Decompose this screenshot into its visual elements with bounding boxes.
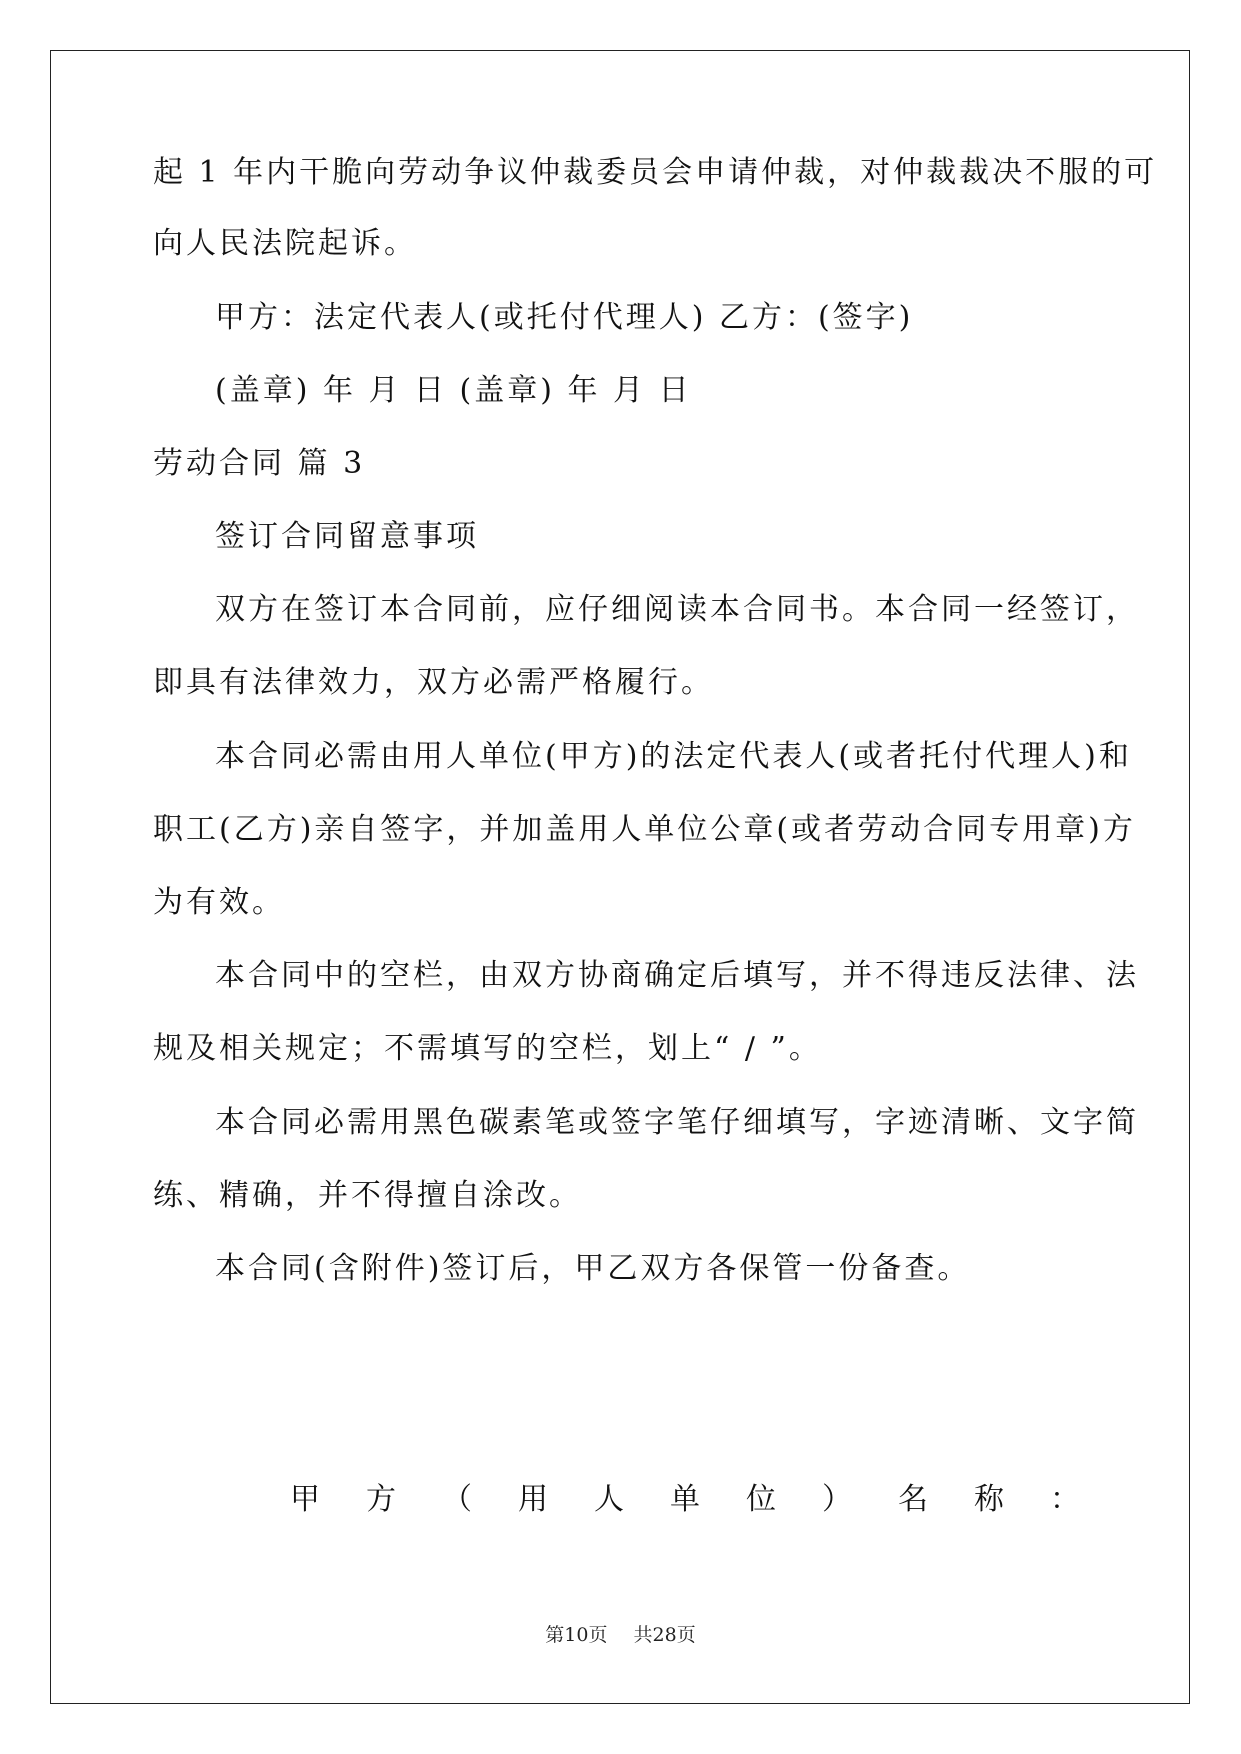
subheading: 签订合同留意事项 — [215, 519, 479, 554]
paragraph-line: 双方在签订本合同前，应仔细阅读本合同书。本合同一经签订， — [215, 592, 1139, 627]
spread-char: 位 — [746, 1482, 776, 1517]
page-footer — [0, 1620, 1241, 1647]
spread-char: ） — [822, 1482, 852, 1517]
section-heading: 劳动合同 篇 3 — [153, 446, 366, 481]
paragraph-line: 为有效。 — [153, 885, 285, 920]
paragraph-line: 练、精确，并不得擅自涂改。 — [153, 1178, 582, 1213]
spread-char: 甲 — [290, 1482, 320, 1517]
paragraph-line: 本合同必需用黑色碳素笔或签字笔仔细填写，字迹清晰、文字简 — [215, 1105, 1139, 1140]
paragraph-line: 本合同必需由用人单位(甲方)的法定代表人(或者托付代理人)和 — [215, 739, 1132, 774]
paragraph-line: 本合同(含附件)签订后，甲乙双方各保管一份备查。 — [215, 1251, 971, 1286]
paragraph-line: 向人民法院起诉。 — [153, 226, 417, 261]
spread-char: 单 — [670, 1482, 700, 1517]
spread-char: 人 — [594, 1482, 624, 1517]
party-a-name-line — [290, 1480, 1080, 1520]
paragraph-line: 规及相关规定；不需填写的空栏，划上“ / ”。 — [153, 1031, 822, 1066]
page-number: 第10页 — [545, 1624, 608, 1646]
page-total: 共28页 — [633, 1624, 696, 1646]
spread-char: （ — [442, 1482, 472, 1517]
signature-line: 甲方：法定代表人(或托付代理人) 乙方：(签字) — [215, 300, 914, 335]
paragraph-line: 即具有法律效力，双方必需严格履行。 — [153, 665, 714, 700]
paragraph-line: 职工(乙方)亲自签字，并加盖用人单位公章(或者劳动合同专用章)方 — [153, 812, 1136, 847]
paragraph-line: 本合同中的空栏，由双方协商确定后填写，并不得违反法律、法 — [215, 958, 1139, 993]
spread-char: 名 — [898, 1482, 928, 1517]
paragraph-line: 起 1 年内干脆向劳动争议仲裁委员会申请仲裁，对仲裁裁决不服的可 — [153, 155, 1158, 190]
spread-char: 方 — [366, 1482, 396, 1517]
spread-char: 称 — [974, 1482, 1004, 1517]
spread-char: ： — [1050, 1482, 1080, 1517]
spread-char: 用 — [518, 1482, 548, 1517]
date-line: (盖章) 年 月 日 (盖章) 年 月 日 — [215, 373, 692, 408]
